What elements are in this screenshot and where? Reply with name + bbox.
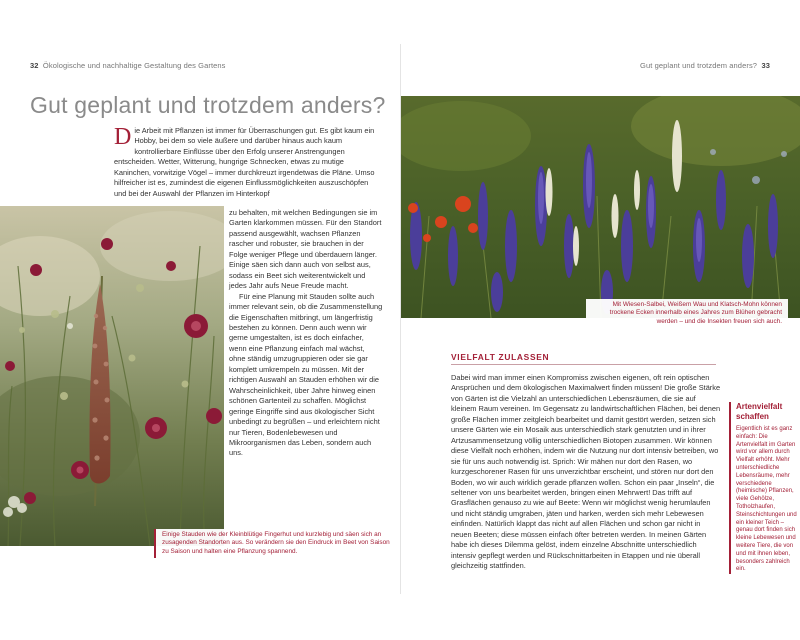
left-running-head-text: Ökologische und nachhaltige Gestaltung des Gartens xyxy=(42,61,226,70)
lead-paragraph xyxy=(114,126,382,199)
sidebar-title: Artenvielfalt schaffen xyxy=(736,402,783,421)
page-title: Gut geplant und trotzdem anders? xyxy=(30,92,386,118)
section-heading-rule xyxy=(451,364,716,365)
foxglove-scabiosa-photo xyxy=(0,206,224,546)
sidebar-text: Eigentlich ist es ganz einfach: Die Artenvielfalt im Garten wird vor allem durch Vielfalt erhöht. Mehr unterschiedliche Lebensräume, mehr verschiedene (heimische) Pflanzen, viele Gehölze, Totholzhaufen, Steinschichtungen und ein kleiner Teich – genau dort finden sich kleine Lebewesen und weitere Tiere, die von und mit ihnen leben, besonders zahlreich ein. xyxy=(736,426,797,573)
column-paragraph-2: Für eine Planung mit Stauden sollte auch immer relevant sein, ob die Zusammenstellung die Eigenschaften mitbringt, um längerfristig bestehen zu können. Denn auch wenn wir gerne umgestalten, ist es doch einfacher, wenn eine Pflanzung einfach mal wächst, ohne ständig umzugruppieren oder sie gar komplett umkrempeln zu müssen. Mit der richtigen Auswahl an Stauden erhöhen wir die Wahrscheinlichkeit, über Jahre hinweg einen schönen Gartenteil zu schaffen. Möglichst geringe Eingriffe sind aus ökologischer Sicht unbedingt zu begrüßen – und erleichtern nicht nur Tieren, Bodenlebewesen und Mikroorganismen das Leben, sondern auch uns. xyxy=(229,291,383,458)
section-body-text: Dabei wird man immer einen Kompromiss zwischen eigenen, oft rein optischen Ansprüchen und dem ökologischen Maximalwert finden müssen! Die große Stärke von Gärten ist die Vielzahl an unterschiedlichen Lebensräumen, die sie auf kleinem Raum vereinen. Im Gegensatz zu landwirtschaftlichen Flächen, bei denen große Flächen immer zeitgleich bearbeitet und damit gestört werden, setzen sich unsere Gärten wie ein Mosaik aus unterschiedlich stark genutzten und in ihrer Artzusammensetzung völlig unterschiedlichen Biotopen zusammen. Wir können diese Vielfalt noch erhöhen, indem wir die Nutzung nur dort intensiv betreiben, wo sie für uns auch notwendig ist. Sprich: Wir mähen nur dort den Rasen, wo kurzgeschorener Rasen für uns unverzichtbar erscheint, und stören nur dort den Boden, wo wir auch wirklich gerade pflanzen wollen. Schon ein paar „Inseln“, die seltener von uns bearbeitet werden, bringen einen Mehrwert! Das trifft auf Grasflächen genauso zu wie auf Beete: Wenn wir möglichst wenig herumlaufen und nicht ständig umgraben, jäten und harken, werden sich mehr Lebewesen einfinden. Natürlich klappt das nicht auf allen Flächen und schon gar nicht in neuen Beeten; diese müssen einfach öfter betreten werden. In meinen Gärten habe ich dieses Dilemma gelöst, indem einzelne Abschnitte unterschiedlich intensiv gepflegt werden und Rückschnittarbeiten in Etappen und nie überall gleichzeitig stattfinden. xyxy=(451,373,721,571)
left-running-head xyxy=(30,61,226,70)
right-running-head-text: Gut geplant und trotzdem anders? xyxy=(640,61,758,70)
text-column xyxy=(229,208,383,459)
right-page-number: 33 xyxy=(761,61,770,70)
meadow-sage-photo xyxy=(401,96,800,318)
sidebar-box xyxy=(729,402,798,574)
right-running-head xyxy=(640,61,770,70)
drop-cap: D xyxy=(114,124,132,150)
section-heading: VIELFALT ZULASSEN xyxy=(451,352,550,362)
column-paragraph-1: zu behalten, mit welchen Bedingungen sie im Garten klarkommen müssen. Für den Standort passend ausgewählt, wachsen Pflanzen rascher und robuster, sie brauchen in der Folge weniger Pflege und überdauern länger. Einige säen sich dann auch von selbst aus, sodass ein Beet sich weiterentwickelt und jedes Jahr aufs Neue Freude macht. xyxy=(229,208,382,291)
left-page-number: 32 xyxy=(30,61,39,70)
right-photo-caption: Mit Wiesen-Salbei, Weißem Wau und Klatsch-Mohn können trockene Ecken innerhalb eines Jahres zum Blühen gebracht werden – und die Insekten freuen sich auch. xyxy=(586,299,788,329)
left-photo-caption: Einige Stauden wie der Kleinblütige Fingerhut und kurzlebig und säen sich an zusagenden Standorten aus. So verändern sie den Eindruck im Beet von Saison zu Saison und halten eine Pflanzung spannend. xyxy=(154,529,398,558)
lead-text: ie Arbeit mit Pflanzen ist immer für Überraschungen gut. Es gibt kaum ein Hobby, bei dem so viele äußere und darüber hinaus auch kaum kontrollierbare Einflüsse über den Erfolg unserer Anstrengungen entscheiden. Wetter, Witterung, hungrige Schnecken, etwas zu mutige Kaninchen, vorwitzige Vögel – immer durchkreuzt irgendetwas die Pläne. Umso hilfreicher ist es, zumindest die eigenen Einflussmöglichkeiten auszuschöpfen und bei der Auswahl der Pflanzen im Hinterkopf xyxy=(114,126,375,198)
